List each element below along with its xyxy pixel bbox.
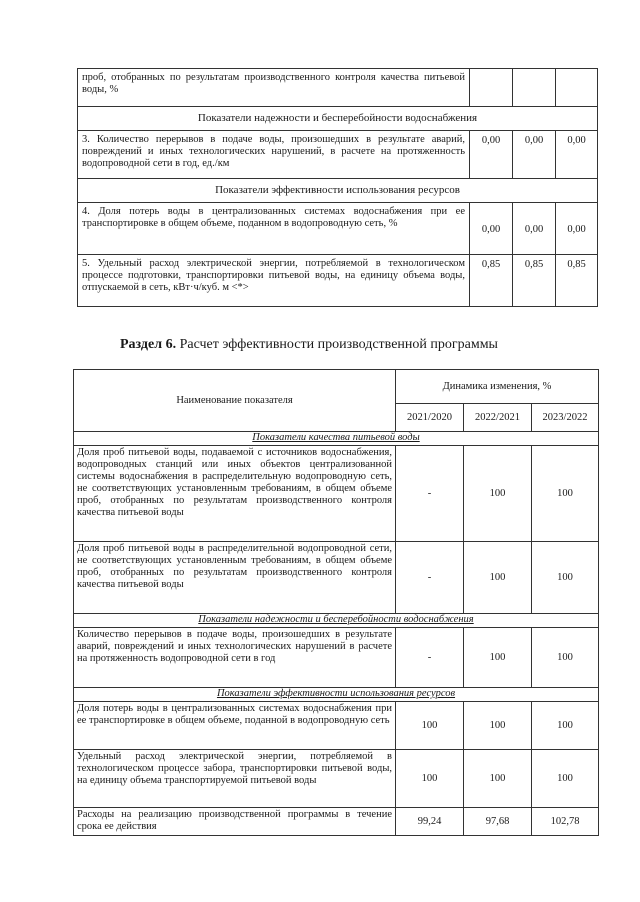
section-row — [78, 107, 598, 131]
value-cell: 0,85 — [556, 255, 598, 307]
section-row — [74, 432, 599, 446]
value-cell: 0,00 — [513, 203, 556, 255]
value-cell: 100 — [464, 702, 532, 750]
section-title: Показатели качества питьевой воды — [252, 432, 420, 443]
row-description: 4. Доля потерь воды в централизованных системах водоснабжения при ее транспортировке в общем объеме, поданном в водопроводную сеть, % — [78, 203, 470, 255]
row-description: 5. Удельный расход электрической энергии, потребляемой в технологическом процессе подготовки, транспортировки питьевой воды, на единицу объема воды, отпускаемой в сеть, кВт·ч/куб. м <*> — [78, 255, 470, 307]
value-cell: 100 — [464, 750, 532, 808]
column-header-dynamics: Динамика изменения, % — [396, 370, 599, 404]
section-row — [74, 614, 599, 628]
value-cell — [513, 69, 556, 107]
value-cell: 100 — [396, 702, 464, 750]
value-cell: 100 — [532, 446, 599, 542]
table-row — [74, 808, 599, 836]
indicators-table-continued — [77, 68, 598, 307]
row-description: Расходы на реализацию производственной программы в течение срока ее действия — [74, 808, 396, 836]
value-cell: 100 — [464, 446, 532, 542]
value-cell: 0,00 — [513, 131, 556, 179]
row-description: Доля проб питьевой воды, подаваемой с источников водоснабжения, водопроводных станций или иных объектов централизованной системы водоснабжения в распределительную водопроводную сеть, не соответствующих установленным требованиям, в общем объеме проб, отобранных по результатам производственного контроля качества питьевой воды — [74, 446, 396, 542]
table-row — [78, 131, 598, 179]
row-description: Удельный расход электрической энергии, потребляемой в технологическом процессе забора, транспортировки питьевой воды, на единицу объема транспортируемой питьевой воды — [74, 750, 396, 808]
section-title: Показатели надежности и бесперебойности водоснабжения — [198, 614, 474, 625]
page-corner-mark — [600, 4, 604, 8]
table-row — [78, 69, 598, 107]
table-row — [74, 446, 599, 542]
table-row — [74, 542, 599, 614]
section-title: Показатели эффективности использования ресурсов — [216, 688, 456, 699]
value-cell: - — [396, 542, 464, 614]
value-cell: 100 — [532, 702, 599, 750]
value-cell: 100 — [532, 542, 599, 614]
value-cell: 0,00 — [470, 131, 513, 179]
table-row — [74, 628, 599, 688]
section-title: Показатели надежности и бесперебойности водоснабжения — [78, 107, 598, 131]
value-cell — [556, 69, 598, 107]
value-cell: 100 — [532, 628, 599, 688]
value-cell: 100 — [396, 750, 464, 808]
section-title: Расчет эффективности производственной программы — [179, 337, 498, 352]
row-description: 3. Количество перерывов в подаче воды, произошедших в результате аварий, повреждений и иных технологических нарушений, в расчете на протяженность водопроводной сети в год, ед./км — [78, 131, 470, 179]
value-cell: - — [396, 446, 464, 542]
header-row — [74, 370, 599, 404]
value-cell: 0,85 — [513, 255, 556, 307]
value-cell: 0,85 — [470, 255, 513, 307]
section-row — [78, 179, 598, 203]
value-cell: - — [396, 628, 464, 688]
value-cell: 97,68 — [464, 808, 532, 836]
table-row — [78, 255, 598, 307]
value-cell: 100 — [532, 750, 599, 808]
table-row — [78, 203, 598, 255]
value-cell: 0,00 — [556, 203, 598, 255]
value-cell — [470, 69, 513, 107]
column-header-year: 2023/2022 — [532, 404, 599, 432]
table-row — [74, 750, 599, 808]
efficiency-table — [73, 369, 599, 836]
section-row — [74, 688, 599, 702]
value-cell: 0,00 — [556, 131, 598, 179]
row-description: Доля проб питьевой воды в распределительной водопроводной сети, не соответствующих установленным требованиям, в общем объеме проб, отобранных по результатам производственного контроля качества питьевой воды — [74, 542, 396, 614]
section-title: Показатели эффективности использования ресурсов — [78, 179, 598, 203]
value-cell: 100 — [464, 542, 532, 614]
section-heading — [120, 336, 498, 354]
table-row — [74, 702, 599, 750]
value-cell: 99,24 — [396, 808, 464, 836]
value-cell: 102,78 — [532, 808, 599, 836]
value-cell: 0,00 — [470, 203, 513, 255]
column-header-year: 2022/2021 — [464, 404, 532, 432]
row-description: Доля потерь воды в централизованных системах водоснабжения при ее транспортировке в общем объеме, поданной в водопроводную сеть — [74, 702, 396, 750]
column-header-name: Наименование показателя — [74, 370, 396, 432]
value-cell: 100 — [464, 628, 532, 688]
column-header-year: 2021/2020 — [396, 404, 464, 432]
row-description: Количество перерывов в подаче воды, произошедших в результате аварий, повреждений и иных технологических нарушений в расчете на протяженность водопроводной сети в год — [74, 628, 396, 688]
row-description: проб, отобранных по результатам производственного контроля качества питьевой воды, % — [78, 69, 470, 107]
section-number: Раздел 6. — [120, 337, 177, 352]
